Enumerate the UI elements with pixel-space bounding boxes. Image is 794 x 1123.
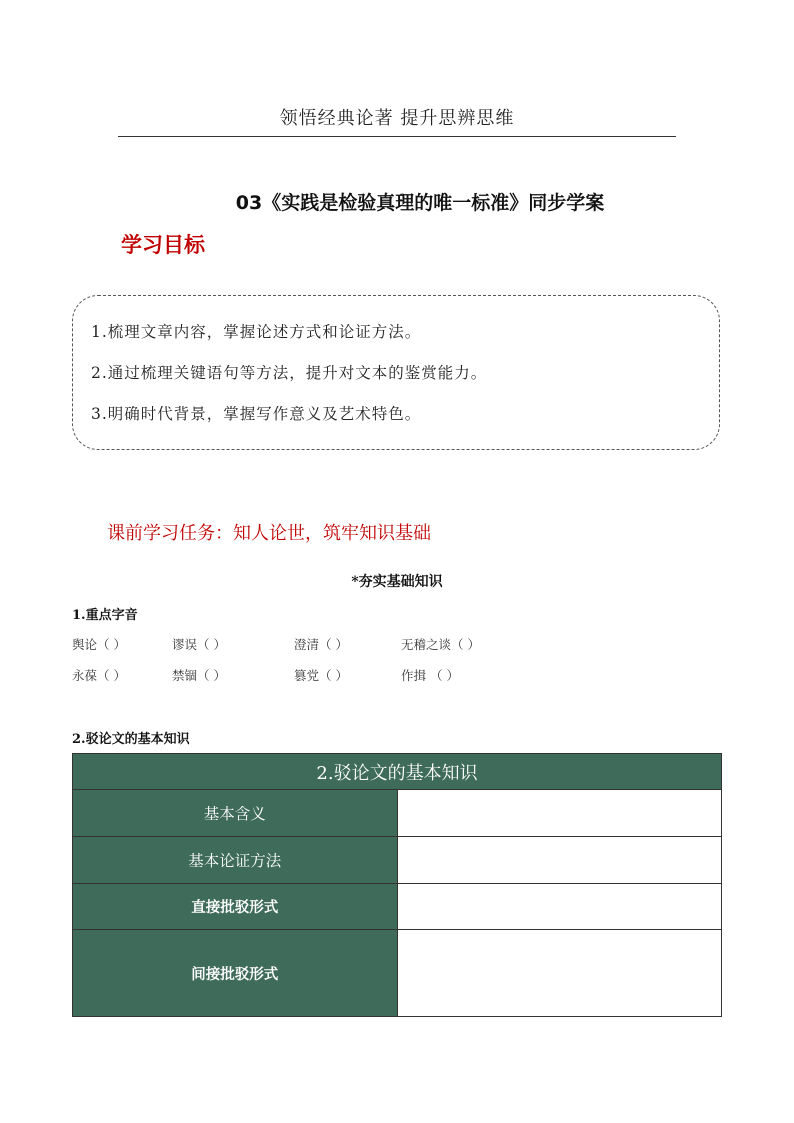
pronunciation-item: 作揖 （ ） — [401, 668, 459, 683]
document-title: 03《实践是检验真理的唯一标准》同步学案 — [235, 192, 605, 214]
pronunciation-item: 篡党（ ） — [294, 668, 348, 683]
objective-item-1: 1.梳理文章内容，掌握论述方式和论证方法。 — [91, 323, 422, 341]
row-value-direct-rebuttal[interactable] — [397, 884, 722, 930]
knowledge-table-title: 2.驳论文的基本知识 — [73, 754, 722, 790]
row-value-definition[interactable] — [397, 790, 722, 837]
row-label-indirect-rebuttal: 间接批驳形式 — [73, 930, 398, 1017]
pronunciation-item: 舆论（ ） — [72, 637, 126, 652]
row-value-indirect-rebuttal[interactable] — [397, 930, 722, 1017]
basic-knowledge-subheading: *夯实基础知识 — [351, 574, 443, 590]
header-rule — [118, 136, 676, 137]
row-label-definition: 基本含义 — [73, 790, 398, 837]
objective-item-3: 3.明确时代背景，掌握写作意义及艺术特色。 — [91, 405, 422, 423]
row-label-direct-rebuttal: 直接批驳形式 — [73, 884, 398, 930]
row-value-methods[interactable] — [397, 837, 722, 884]
pre-task-heading: 课前学习任务：知人论世，筑牢知识基础 — [107, 523, 431, 544]
row-label-methods: 基本论证方法 — [73, 837, 398, 884]
pronunciation-item: 禁锢（ ） — [172, 668, 226, 683]
header-title: 领悟经典论著 提升思辨思维 — [279, 108, 515, 129]
objective-item-2: 2.通过梳理关键语句等方法，提升对文本的鉴赏能力。 — [91, 364, 488, 382]
pronunciation-item: 永葆（ ） — [72, 668, 126, 683]
knowledge-table — [72, 753, 722, 1017]
pronunciation-item: 无稽之谈（ ） — [401, 637, 480, 652]
pronunciation-label: 1.重点字音 — [72, 608, 138, 623]
objectives-box — [72, 295, 720, 450]
pronunciation-item: 澄清（ ） — [294, 637, 348, 652]
objectives-heading: 学习目标 — [121, 233, 205, 257]
knowledge-label: 2.驳论文的基本知识 — [72, 732, 190, 747]
pronunciation-item: 谬误（ ） — [172, 637, 226, 652]
